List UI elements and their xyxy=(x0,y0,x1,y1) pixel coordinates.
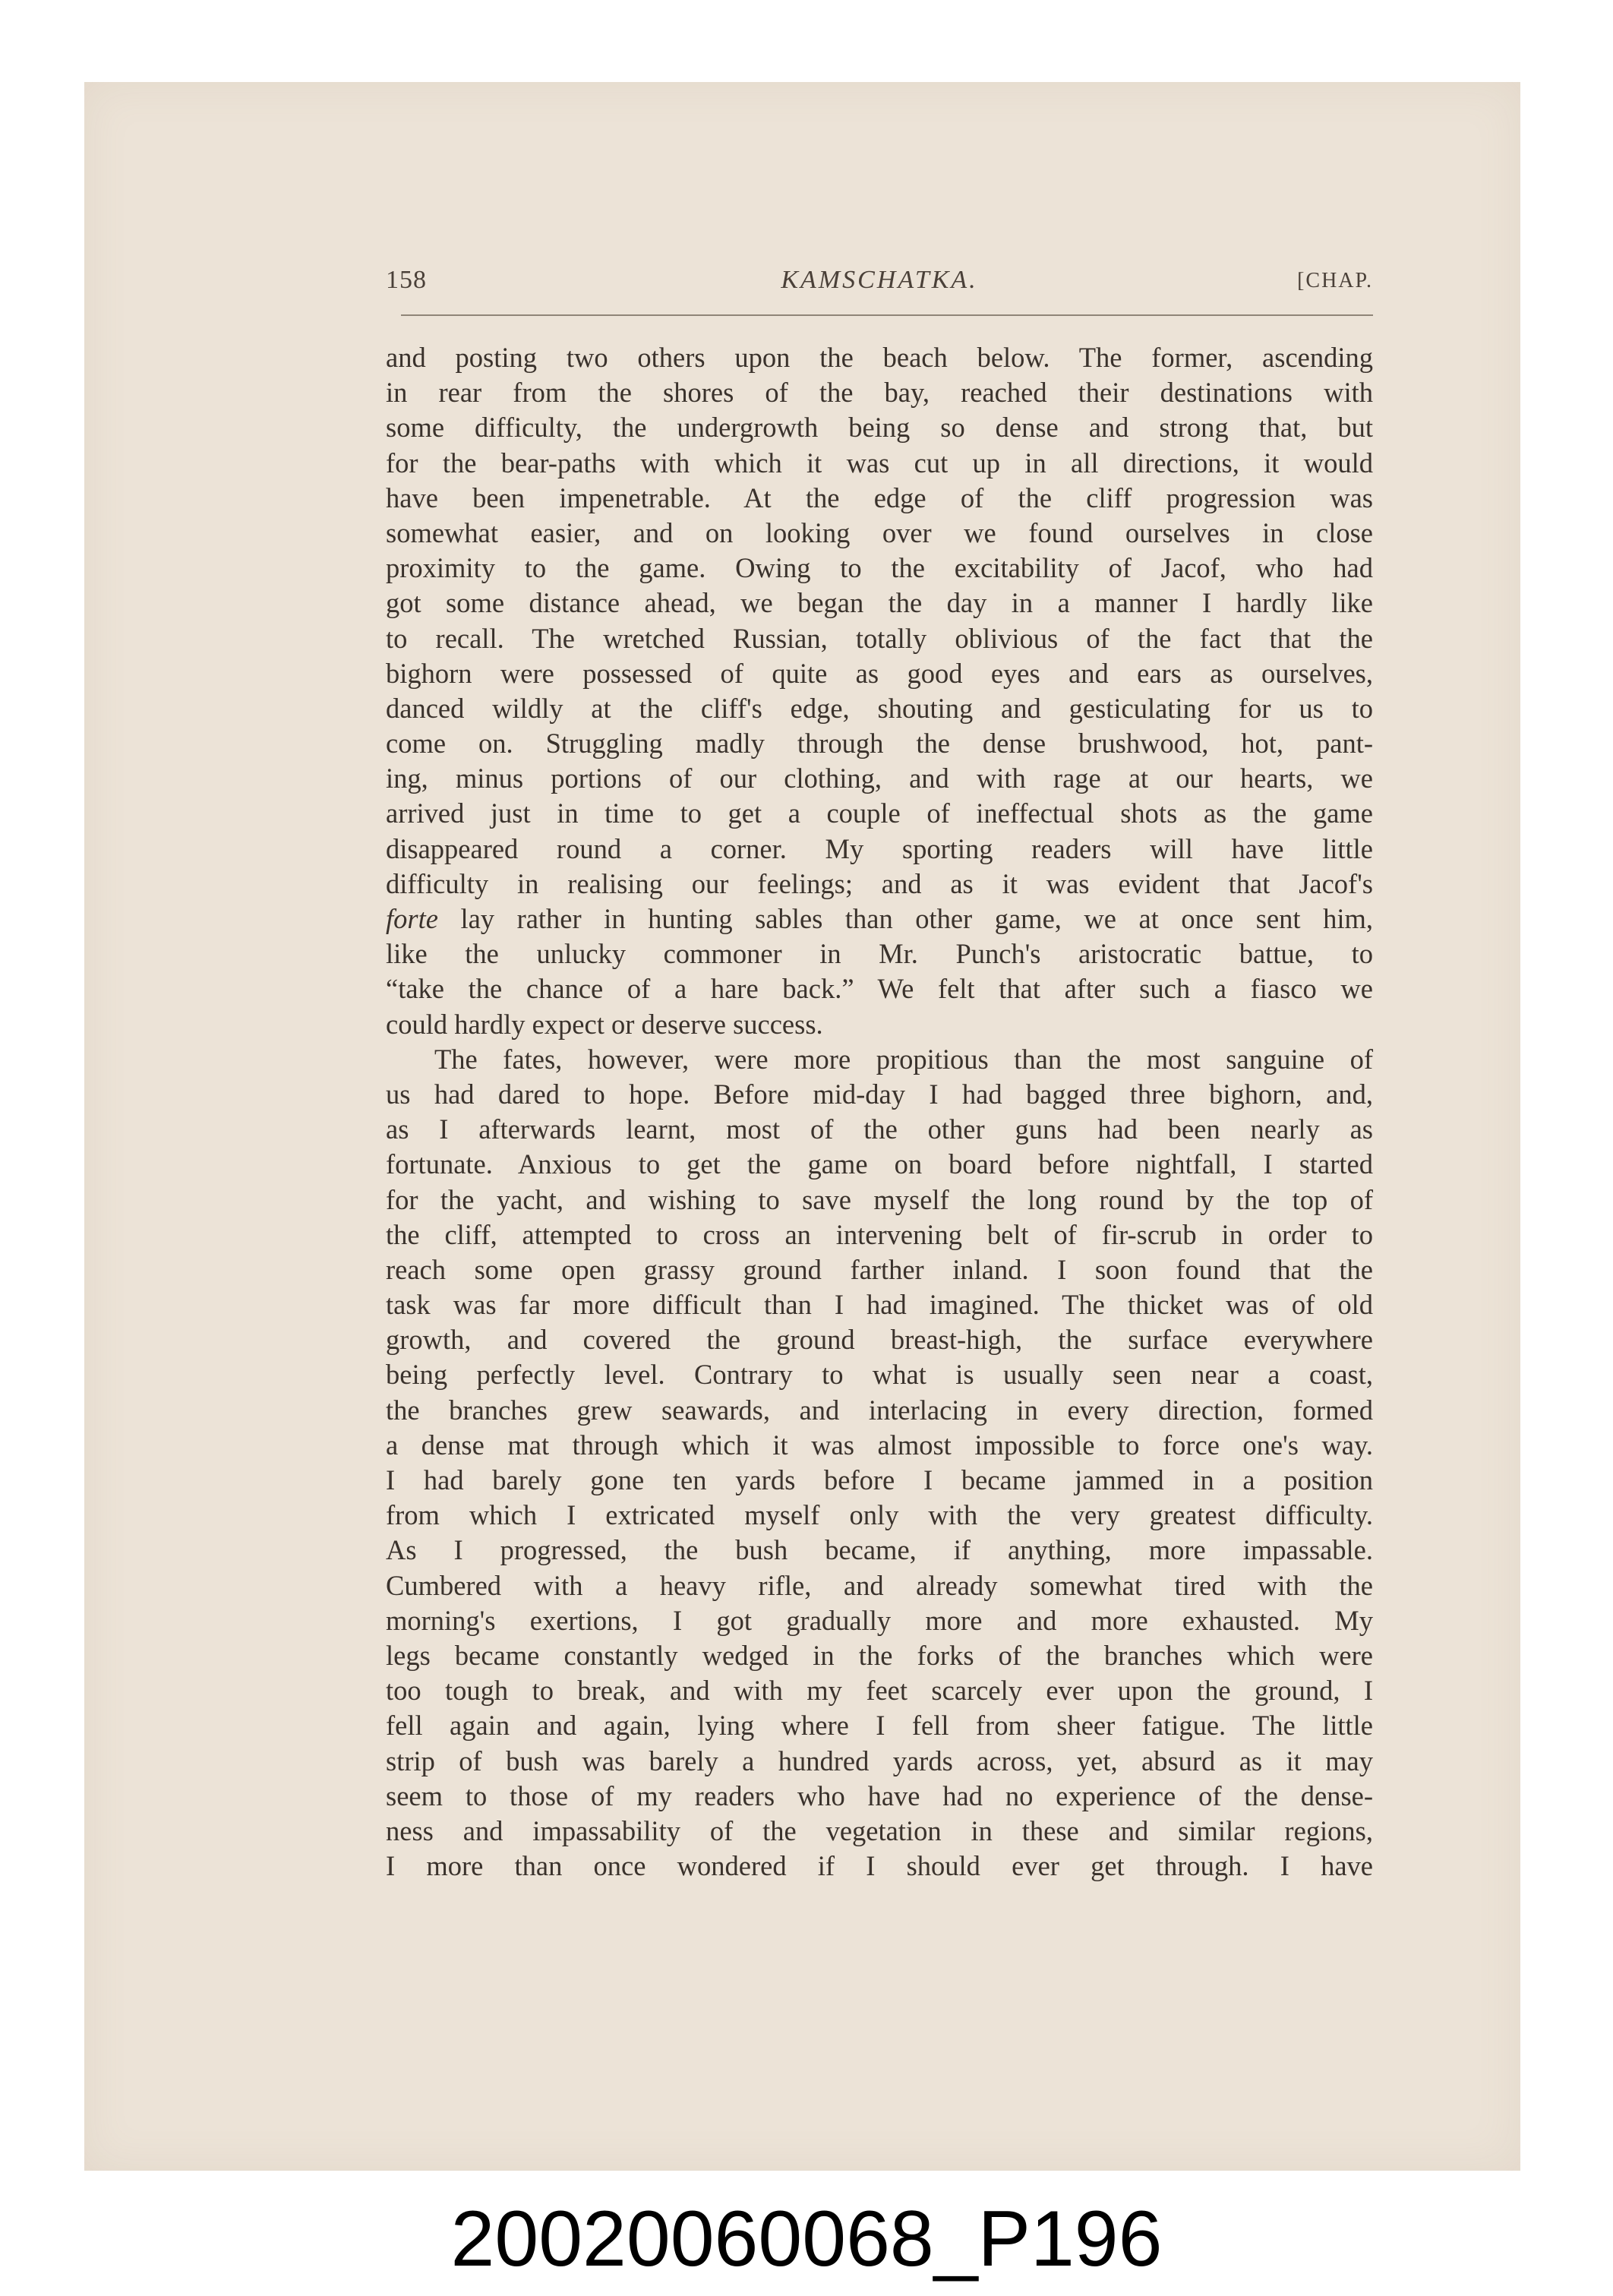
text-line: proximity to the game. Owing to the excitability of Jacof, who had xyxy=(386,552,1373,584)
text-line: like the unlucky commoner in Mr. Punch's aristocratic battue, to xyxy=(386,938,1373,970)
text-line: growth, and covered the ground breast-high, the surface everywhere xyxy=(386,1324,1373,1356)
text-line: forte lay rather in hunting sables than other game, we at once sent him, xyxy=(386,903,1373,934)
image-caption: 20020060068_P196 xyxy=(450,2195,1163,2283)
text-line: reach some open grassy ground farther inland. I soon found that the xyxy=(386,1253,1373,1285)
text-line: us had dared to hope. Before mid-day I had bagged three bighorn, and, xyxy=(386,1078,1373,1110)
text-line: for the yacht, and wishing to save myself the long round by the top of xyxy=(386,1183,1373,1215)
body-text xyxy=(386,340,1373,1884)
text-line: have been impenetrable. At the edge of the cliff progression was xyxy=(386,482,1373,513)
page-number: 158 xyxy=(386,266,427,294)
text-line: disappeared round a corner. My sporting readers will have little xyxy=(386,832,1373,864)
text-line: “take the chance of a hare back.” We felt that after such a fiasco we xyxy=(386,973,1373,1005)
text-line: too tough to break, and with my feet scarcely ever upon the ground, I xyxy=(386,1675,1373,1707)
text-line: ing, minus portions of our clothing, and with rage at our hearts, we xyxy=(386,763,1373,794)
paragraph-1 xyxy=(386,340,1373,1042)
text-line: seem to those of my readers who have had no experience of the dense- xyxy=(386,1780,1373,1811)
running-title: KAMSCHATKA. xyxy=(781,266,978,294)
text-line: The fates, however, were more propitious than the most sanguine of xyxy=(434,1043,1373,1075)
header-rule xyxy=(401,314,1373,316)
text-line: I more than once wondered if I should ever get through. I have xyxy=(386,1850,1373,1882)
text-line: a dense mat through which it was almost impossible to force one's way. xyxy=(386,1429,1373,1461)
text-line: task was far more difficult than I had imagined. The thicket was of old xyxy=(386,1289,1373,1321)
text-line: difficulty in realising our feelings; and as it was evident that Jacof's xyxy=(386,867,1373,899)
text-line: morning's exertions, I got gradually more and more exhausted. My xyxy=(386,1604,1373,1636)
text-line: the cliff, attempted to cross an intervening belt of fir-scrub in order to xyxy=(386,1218,1373,1250)
text-line: legs became constantly wedged in the forks of the branches which were xyxy=(386,1639,1373,1671)
text-line: to recall. The wretched Russian, totally oblivious of the fact that the xyxy=(386,622,1373,654)
text-line: arrived just in time to get a couple of ineffectual shots as the game xyxy=(386,797,1373,829)
text-line: the branches grew seawards, and interlacing in every direction, formed xyxy=(386,1394,1373,1426)
text-line: ness and impassability of the vegetation in these and similar regions, xyxy=(386,1814,1373,1846)
text-line: bighorn were possessed of quite as good eyes and ears as ourselves, xyxy=(386,657,1373,689)
text-line: could hardly expect or deserve success. xyxy=(386,1008,823,1040)
text-line: and posting two others upon the beach below. The former, ascending xyxy=(386,342,1373,373)
text-line: As I progressed, the bush became, if anything, more impassable. xyxy=(386,1534,1373,1566)
text-line: from which I extricated myself only with the very greatest difficulty. xyxy=(386,1499,1373,1531)
text-line: in rear from the shores of the bay, reached their destinations with xyxy=(386,377,1373,409)
text-line: for the bear-paths with which it was cut up in all directions, it would xyxy=(386,447,1373,478)
chapter-marker: [CHAP. xyxy=(1297,269,1373,292)
text-line: strip of bush was barely a hundred yards across, yet, absurd as it may xyxy=(386,1745,1373,1776)
paragraph-2 xyxy=(386,1042,1373,1884)
text-line: I had barely gone ten yards before I became jammed in a position xyxy=(386,1464,1373,1495)
text-line: as I afterwards learnt, most of the other guns had been nearly as xyxy=(386,1113,1373,1145)
text-line: Cumbered with a heavy rifle, and already somewhat tired with the xyxy=(386,1569,1373,1601)
text-line: fortunate. Anxious to get the game on board before nightfall, I started xyxy=(386,1148,1373,1180)
running-head xyxy=(386,266,1373,311)
text-line: danced wildly at the cliff's edge, shouting and gesticulating for us to xyxy=(386,692,1373,724)
text-line: got some distance ahead, we began the day in a manner I hardly like xyxy=(386,587,1373,619)
text-line: somewhat easier, and on looking over we found ourselves in close xyxy=(386,516,1373,548)
text-line: some difficulty, the undergrowth being so dense and strong that, but xyxy=(386,412,1373,444)
text-line: fell again and again, lying where I fell from sheer fatigue. The little xyxy=(386,1710,1373,1742)
text-line: come on. Struggling madly through the dense brushwood, hot, pant- xyxy=(386,728,1373,760)
text-line: being perfectly level. Contrary to what is usually seen near a coast, xyxy=(386,1359,1373,1391)
